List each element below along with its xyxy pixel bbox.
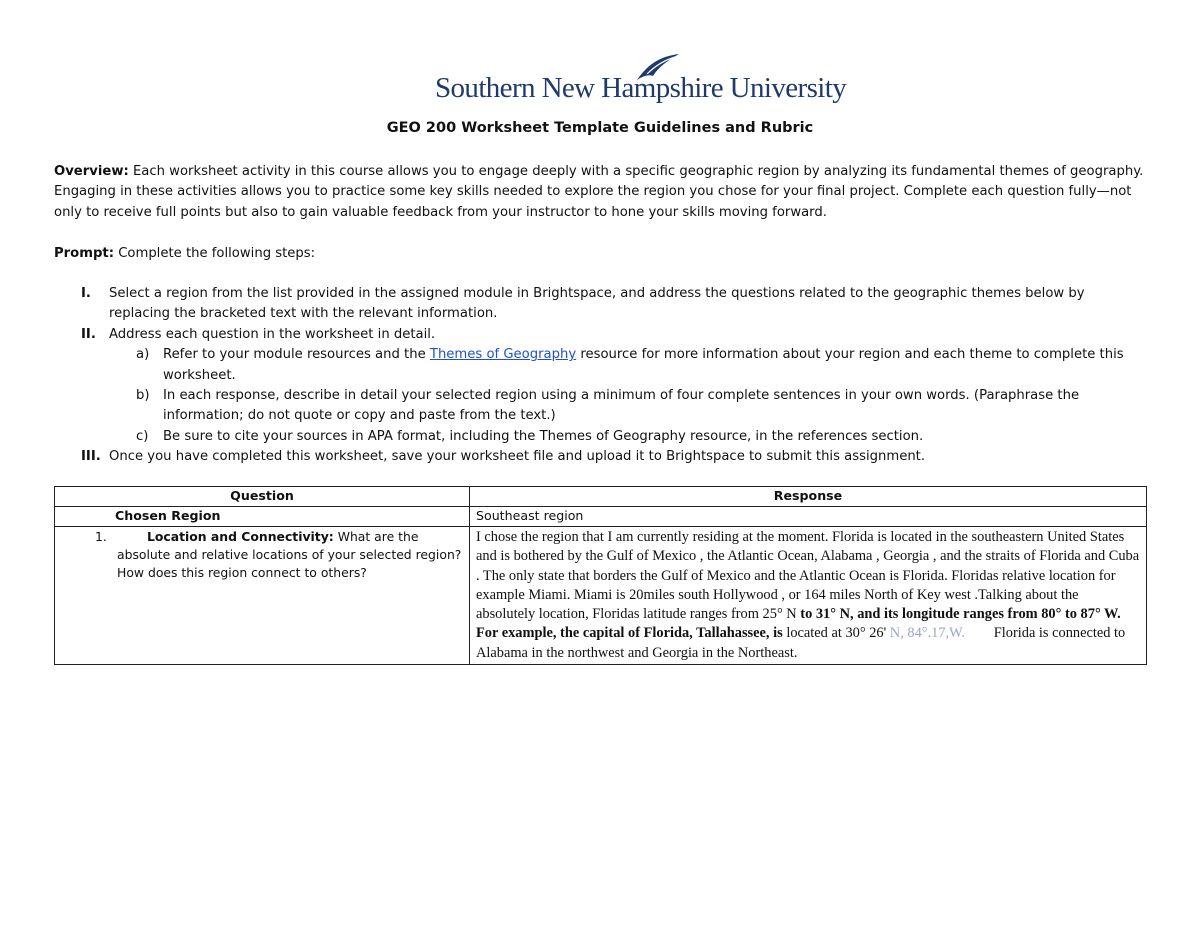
- response-text: located at 30° 26': [782, 625, 890, 642]
- response-text: I chose the region that I am currently residing at the moment. Florida is located in the southeastern United States and is bothered by the Gulf of Mexico , the Atlantic Ocean, Alabama , Georgia , and the straits of Florida and Cuba . The only state that borders the Gulf of Mexico and the Atlantic Ocean is Florida. Floridas relative location for example Miami. Miami is 20miles south Hollywood , or 164 miles North of Key west .Talking about the absolutely location, Floridas latitude ranges from 25° N: [476, 529, 1140, 623]
- university-logo: [435, 52, 847, 104]
- substep-text-part: Refer to your module resources and the: [163, 347, 430, 363]
- overview-paragraph: [54, 162, 1149, 223]
- list-item: [54, 325, 1149, 345]
- prompt-text: Complete the following steps:: [114, 246, 316, 261]
- substep-letter: c): [136, 428, 149, 444]
- question-theme: Location and Connectivity:: [147, 529, 334, 544]
- table-row: [55, 507, 1147, 527]
- prompt-label: Prompt:: [54, 246, 114, 261]
- table-row: [55, 527, 1147, 665]
- step-text: Address each question in the worksheet in detail.: [109, 326, 436, 342]
- response-text-faint: N, 84°.17,W.: [889, 625, 965, 642]
- steps-list: [54, 284, 1149, 468]
- response-header: Response: [470, 487, 1147, 507]
- overview-text: Each worksheet activity in this course allows you to engage deeply with a specific geographic region by analyzing its fundamental themes of geography. Engaging in these activities allows you to practice some key skills needed to explore the region you chose for your final project. Complete each question fully—not only to receive full points but also to gain valuable feedback from your instructor to hone your skills moving forward.: [54, 164, 1144, 220]
- response-cell[interactable]: [470, 527, 1147, 665]
- list-item: [54, 427, 1149, 447]
- substep-letter: a): [136, 347, 150, 363]
- substep-letter: b): [136, 388, 150, 404]
- question-header: Question: [55, 487, 470, 507]
- prompt-paragraph: [54, 244, 1149, 264]
- question-prompt: What are the absolute and relative locations of your selected region? How does this region connect to others?: [117, 529, 462, 580]
- themes-of-geography-link[interactable]: Themes of Geography: [429, 347, 577, 363]
- step-text: Once you have completed this worksheet, save your worksheet file and upload it to Brightspace to submit this assignment.: [109, 449, 926, 465]
- substep-text: Be sure to cite your sources in APA format, including the Themes of Geography resource, in the references section.: [163, 428, 924, 444]
- list-item: [54, 447, 1149, 467]
- chosen-region-label: Chosen Region: [55, 507, 470, 527]
- overview-label: Overview:: [54, 164, 129, 179]
- step-number: III.: [81, 449, 101, 465]
- question-number: 1.: [95, 529, 107, 544]
- substep-text: [163, 345, 1149, 386]
- list-item: [54, 386, 1149, 427]
- step-number: I.: [81, 286, 91, 301]
- logo-wordmark: Southern New Hampshire University: [435, 72, 847, 104]
- substep-text: In each response, describe in detail your selected region using a minimum of four complete sentences in your own words. (Paraphrase the information; do not quote or copy and paste from the text.): [163, 388, 1080, 424]
- response-text-bold: to 31° N, and its longitude ranges from 80° to 87° W. For example, the capital of Florida, Tallahassee, is: [476, 606, 1121, 642]
- step-text: Select a region from the list provided in the assigned module in Brightspace, and address the questions related to the geographic themes below by replacing the bracketed text with the relevant information.: [109, 286, 1085, 322]
- step-number: II.: [81, 326, 96, 342]
- chosen-region-value[interactable]: Southeast region: [470, 507, 1147, 527]
- list-item: [54, 284, 1149, 325]
- substep-text-part: resource for more information about your region and each theme to complete this worksheet.: [163, 347, 1124, 383]
- response-text: Florida is connected to Alabama in the northwest and Georgia in the Northeast.: [476, 625, 1129, 661]
- table-header-row: [55, 487, 1147, 507]
- question-cell: [55, 527, 470, 665]
- page-title: GEO 200 Worksheet Template Guidelines and Rubric: [386, 120, 814, 136]
- question-text: [61, 528, 463, 582]
- worksheet-table: [54, 486, 1147, 665]
- list-item: [54, 345, 1149, 386]
